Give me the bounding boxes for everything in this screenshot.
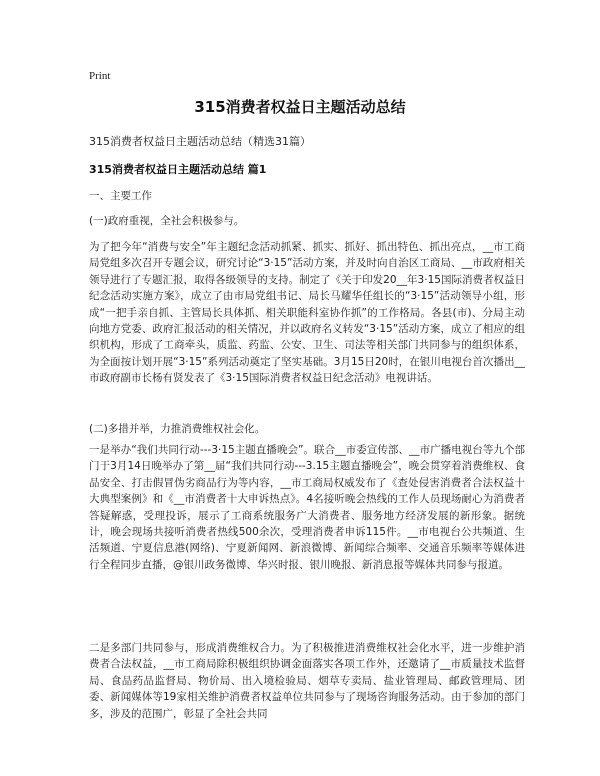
page-title: 315消费者权益日主题活动总结 bbox=[194, 98, 406, 116]
subheading-government: (一)政府重视，全社会积极参与。 bbox=[89, 215, 245, 227]
paragraph-body: 为了把今年“消费与安全”年主题纪念活动抓紧、抓实、抓好、抓出特色、抓出亮点，__市工商局党组多次召开专题会议，研究讨论“3·15”活动方案，并及时向自治区工商局、__市政府相关领导进行了专题汇报，取得各级领导的支持。制定了《关于印发20__年3·15国际消费者权益日纪念活动实施方案》，成立了由市局党组书记、局长马耀华任组长的“3·15”活动领导小组，形成“一把手亲自抓、主管局长具体抓、相关职能科室协作抓”的工作格局。各县(市)、分局主动向地方党委、政府汇报活动的相关情况，并以政府名义转发“3·15”活动方案，成立了相应的组织机构，形成了工商牵头，质监、药监、公安、卫生、司法等相关部门共同参与的组织体系，为全面按计划开展“3·15”系列活动奠定了坚实基础。3月15日20时，在银川电视台首次播出__市政府副市长杨有贤发表了《3·15国际消费者权益日纪念活动》电视讲话。 bbox=[89, 241, 525, 385]
paragraph-body: 二是多部门共同参与，形成消费维权合力。为了积极推进消费维权社会化水平，进一步维护消费者合法权益，__市工商局除积极组织协调金面落实各项工作外，还邀请了__市质量技术监督局、食品药品监督局、物价局、出入境检验局、烟草专卖局、盐业管理局、邮政管理局、团委、新闻媒体等19家相关维护消费者权益单位共同参与了现场咨询服务活动。由于参加的部门多，涉及的范围广，彰显了全社会共同 bbox=[89, 642, 525, 720]
heading-main-work: 一、主要工作 bbox=[89, 190, 152, 202]
subheading-measures: (二)多措并举，力推消费维权社会化。 bbox=[89, 423, 266, 435]
paragraph-body: 一是举办“我们共同行动---3·15主题直播晚会”。联合__市委宣传部、__市广播电视台等九个部门于3月14日晚举办了第__届“我们共同行动---3.15主题直播晚会”，晚会贯穿着消费维权、食品安全、打击假冒伪劣商品行为等内容，__市工商局权威发布了《查处侵害消费者合法权益十大典型案例》和《__市消费者十大申诉热点》。4名接听晚会热线的工作人员现场耐心为消费者答疑解惑，受理投诉，展示了工商系统服务广大消费者、服务地方经济发展的新形象。据统计，晚会现场共接听消费者热线500余次，受理消费者申诉115件。__市电视台公共频道、生活频道、宁夏信息港(网络)、宁夏新闻网、新浪微博、新闻综合频率、交通音乐频率等媒体进行全程同步直播，@银川政务微博、华兴时报、银川晚报、新消息报等媒体共同参与报道。 bbox=[89, 444, 525, 571]
section-heading: 315消费者权益日主题活动总结 篇1 bbox=[89, 163, 267, 176]
print-link[interactable]: Print bbox=[89, 70, 111, 82]
document-subtitle: 315消费者权益日主题活动总结（精选31篇） bbox=[89, 135, 311, 148]
